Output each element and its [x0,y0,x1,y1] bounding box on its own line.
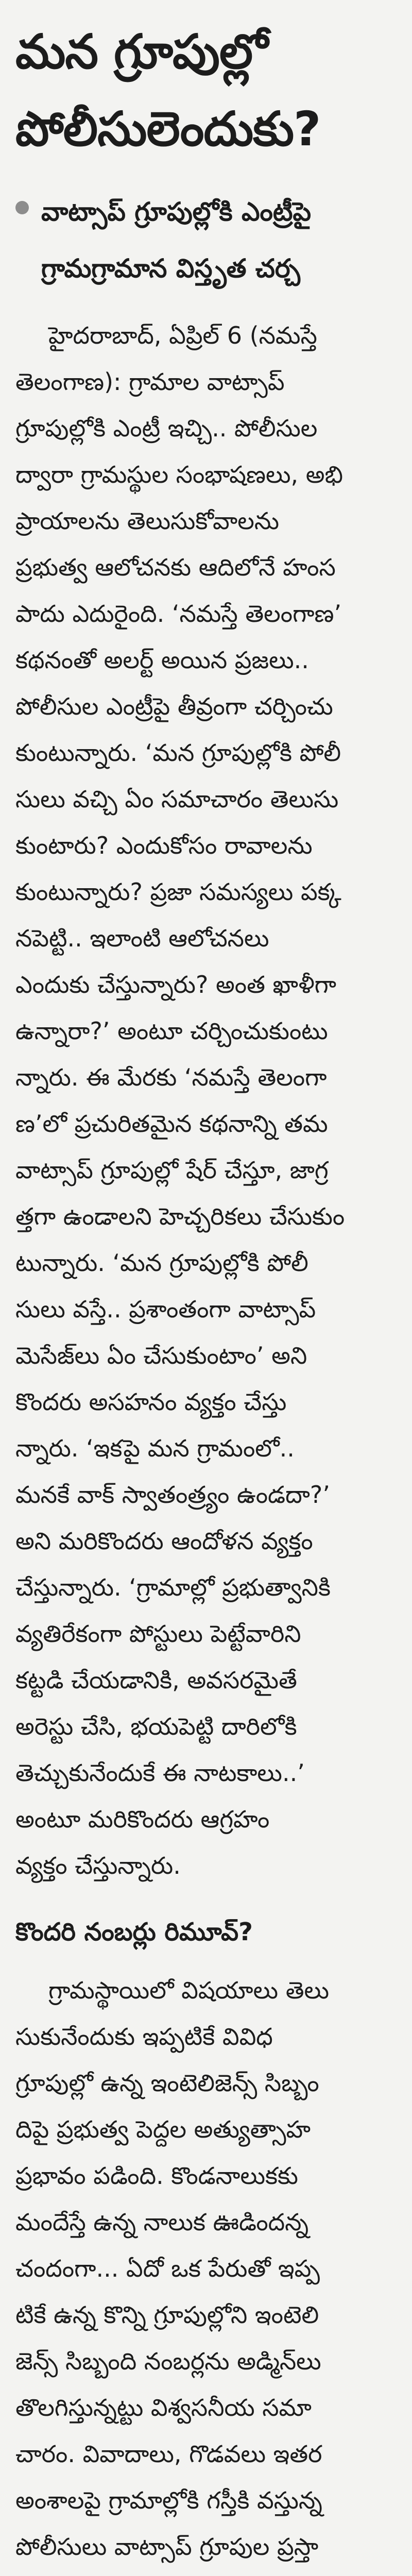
article-line: మనకే వాక్ స్వాతంత్ర్యం ఉండదా?’ [15,1481,330,1509]
article-line: కుంటున్నారు? ప్రజా సమస్యలు పక్క [15,878,341,906]
article-line: గ్రూపుల్లో ఉన్న ఇంటెలిజెన్స్ సిబ్బం [15,2069,319,2097]
article-line: ణ’లో ప్రచురితమైన కథనాన్ని తమ [15,1110,328,1138]
article-line: న్నారు. ఈ మేరకు ‘నమస్తే తెలంగా [15,1063,327,1091]
article-line: చారం. వివాదాలు, గొడవలు ఇతర [15,2440,322,2468]
subheadline-line-2: గ్రామగ్రామాన విస్తృత చర్చ [41,253,300,283]
section-heading: కొందరి నంబర్లు రిమూవ్? [15,1918,253,1946]
article-line: తొలగిస్తున్నట్టు విశ్వసనీయ సమా [15,2394,312,2421]
article-line: కథనంతో అలర్ట్ అయిన ప్రజలు.. [15,646,309,674]
article-line: అని మరికొందరు ఆందోళన వ్యక్తం [15,1527,313,1555]
article-line: పోలీసుల ఎంట్రీపై తీవ్రంగా చర్చించు [15,692,333,720]
article-line: సులు వచ్చి ఏం సమాచారం తెలుసు [15,785,339,813]
bullet-icon [15,201,29,214]
article-line: హైదరాబాద్, ఏప్రిల్ 6 (నమస్తే [48,321,317,349]
article-line: కుంటారు? ఎందుకోసం రావాలను [15,832,313,859]
article-line: తెలంగాణ): గ్రామాల వాట్సాప్ [15,368,285,396]
article-line: ఉన్నారా?’ అంటూ చర్చించుకుంటు [15,1017,328,1045]
article-line: న్నారు. ‘ఇకపై మన గ్రామంలో.. [15,1434,295,1462]
article-line: వాట్సాప్ గ్రూపుల్లో షేర్ చేస్తూ, జాగ్ర [15,1156,329,1184]
article-paragraph-2 [15,1967,397,2576]
article-line: మెసేజ్‌లు ఏం చేసుకుంటాం’ అని [15,1342,307,1369]
article-line: గ్రూపుల్లోకి ఎంట్రీ ఇచ్చి.. పోలీసుల [15,414,318,442]
article-line: సులు వస్తే.. ప్రశాంతంగా వాట్సాప్ [15,1295,316,1323]
article-line: ప్రాయాలను తెలుసుకోవాలను [15,507,280,535]
article-line [15,2570,397,2576]
article-line: కట్టడి చేయడానికి, అవసరమైతే [15,1666,297,1694]
article-line: టికే ఉన్న కొన్ని గ్రూపుల్లోని ఇంటెలి [15,2301,319,2329]
article-line: తెచ్చుకునేందుకే ఈ నాటకాలు..’ [15,1759,305,1787]
headline-line-2: పోలీసులెందుకు? [15,101,321,157]
article-line: టున్నారు. ‘మన గ్రూపుల్లోకి పోలీ [15,1249,308,1277]
subheadline-line-1: వాట్సాప్ గ్రూపుల్లోకి ఎంట్రీపై [41,197,312,227]
article-line: మందేస్తే ఉన్న నాలుక ఊడిందన్న [15,2208,309,2236]
article-line: అంశాలపై గ్రామాల్లోకి గస్తీకి వస్తున్న [15,2486,322,2514]
article-line: వ్యక్తం చేస్తున్నారు. [15,1852,181,1879]
article-line: కొందరు అసహనం వ్యక్తం చేస్తు [15,1388,287,1416]
article-line: చందంగా... ఏదో ఒక పేరుతో ఇప్ప [15,2255,320,2282]
article-line: కుంటున్నారు. ‘మన గ్రూపుల్లోకి పోలీ [15,739,341,767]
article-line: అరెస్టు చేసి, భయపెట్టి దారిలోకి [15,1713,297,1740]
article-line: సుకునేందుకు ఇప్పటికే వివిధ [15,2023,273,2050]
headline-line-1: మన గ్రూపుల్లో [15,24,268,79]
article-paragraph-1 [15,312,397,1889]
article-line: అంటూ మరికొందరు ఆగ్రహం [15,1805,270,1833]
article-line: పోలీసులు వాట్సాప్ గ్రూపుల ప్రస్తా [15,2533,319,2561]
article-line: ప్రభుత్వ ఆలోచనకు ఆదిలోనే హంస [15,553,336,581]
article-line: ద్వారా గ్రామస్థుల సంభాషణలు, అభి [15,461,344,488]
article-line: ప్రభావం పడింది. కొండనాలుకకు [15,2162,298,2190]
article-line: పాదు ఎదురైంది. ‘నమస్తే తెలంగాణ’ [15,600,342,628]
article-line: జెన్స్ సిబ్బంది నంబర్లను అడ్మిన్‌లు [15,2347,321,2375]
article-line: దిపై ప్రభుత్వ పెద్దల అత్యుత్సాహ [15,2115,311,2143]
article-line: చేస్తున్నారు. ‘గ్రామాల్లో ప్రభుత్వానికి [15,1573,331,1601]
headline [15,0,397,168]
article-line: ఎందుకు చేస్తున్నారు? అంత ఖాళీగా [15,971,336,998]
article-line: నపెట్టి.. ఇలాంటి ఆలోచనలు [15,924,269,952]
article-line: త్తగా ఉండాలని హెచ్చరికలు చేసుకుం [15,1202,345,1230]
article-body [15,312,397,2576]
article-line: గ్రామస్థాయిలో విషయాలు తెలు [48,1976,330,2004]
article-line: వ్యతిరేకంగా పోస్టులు పెట్టేవారిని [15,1620,301,1648]
subheadline [15,183,397,297]
